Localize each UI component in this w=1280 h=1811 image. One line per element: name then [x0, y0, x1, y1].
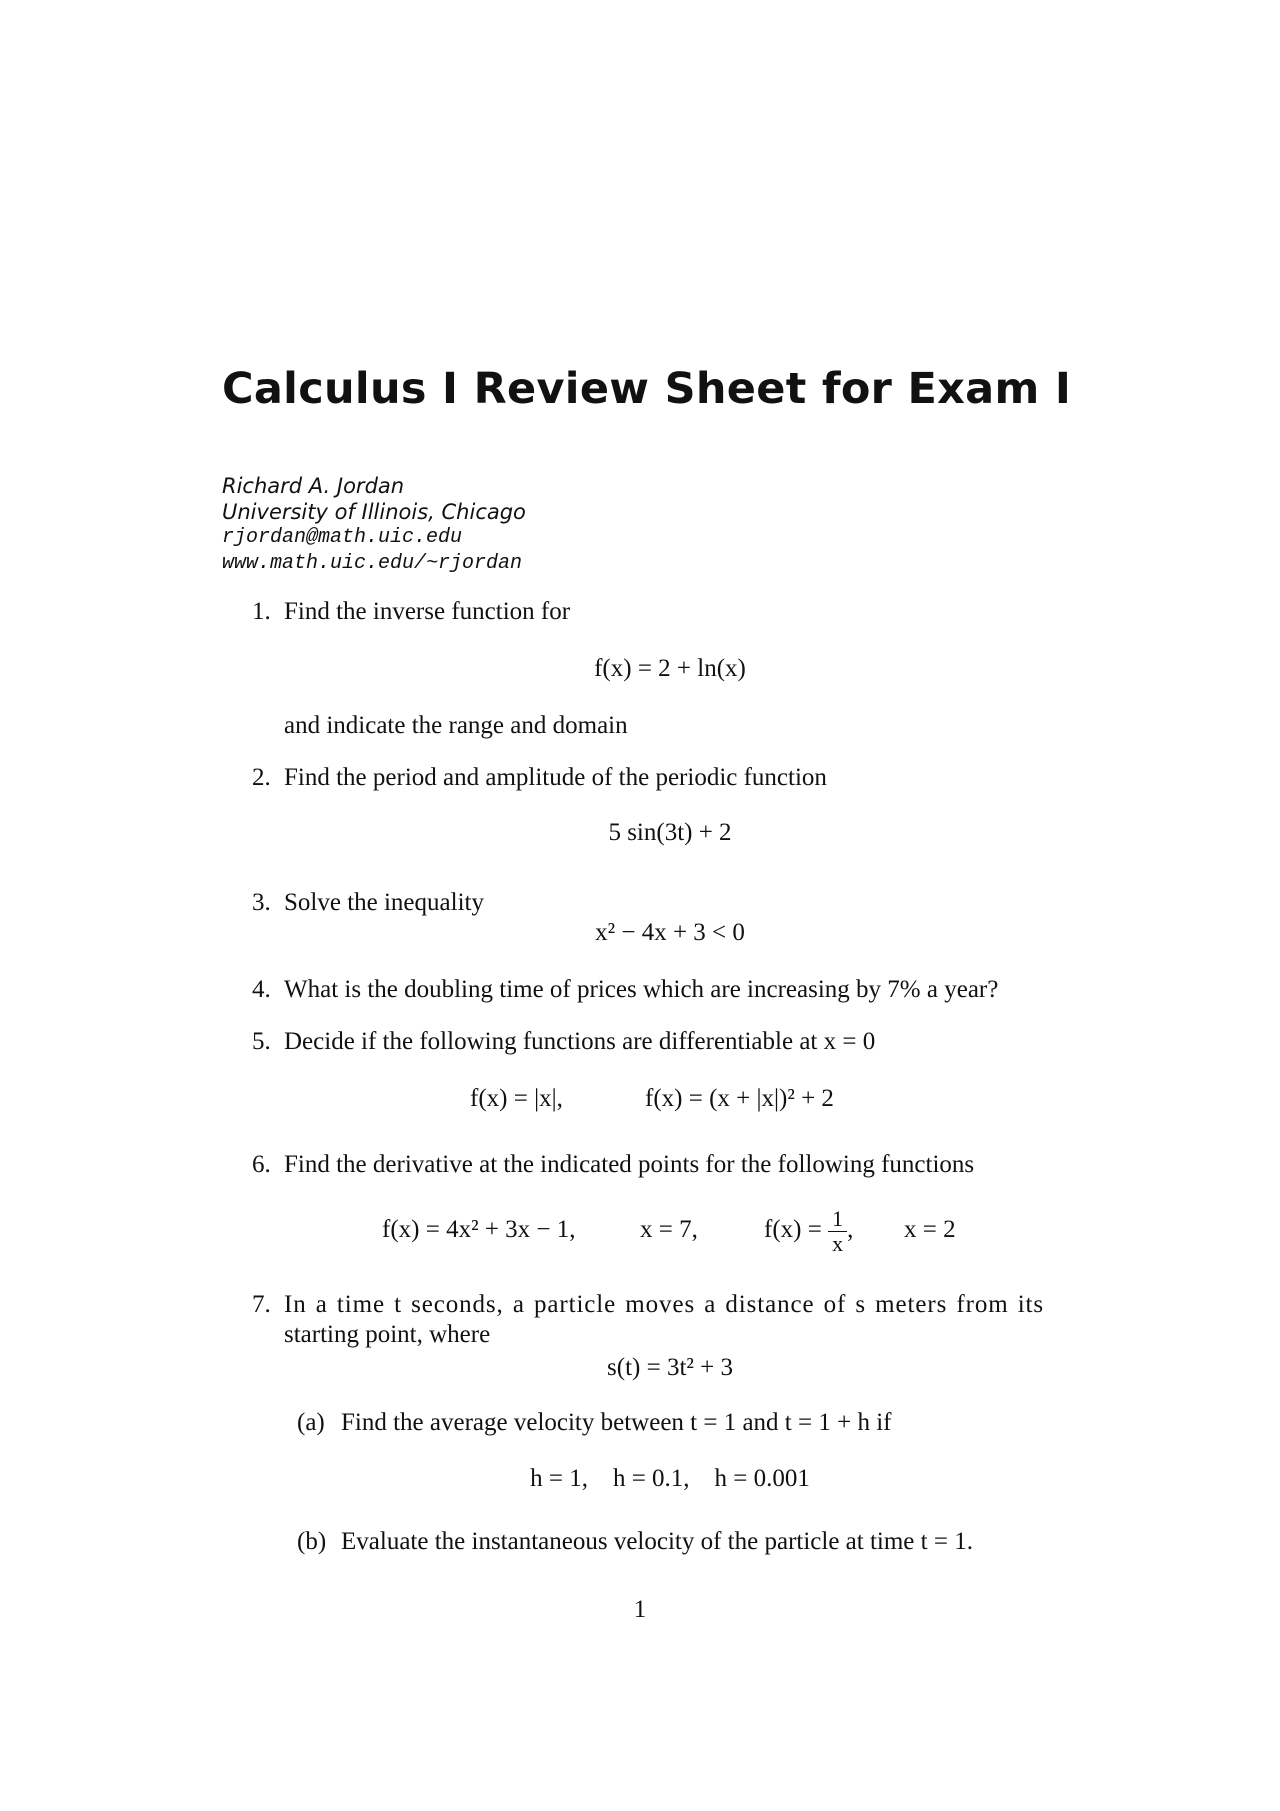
problem-number: 1.: [252, 598, 271, 625]
problem-1-after: and indicate the range and domain: [284, 712, 628, 739]
fraction: [828, 1207, 847, 1256]
page-number: 1: [633, 1596, 647, 1623]
author-email: rjordan@math.uic.edu: [222, 526, 463, 549]
equation-6a: f(x) = 4x² + 3x − 1,: [382, 1216, 576, 1243]
problem-number: 4.: [252, 976, 271, 1003]
problem-7: [252, 1290, 1044, 1320]
equation-6b-comma: ,: [847, 1216, 854, 1243]
subpart-text: Find the average velocity between t = 1 and t = 1 + h if: [341, 1409, 892, 1436]
problem-7b: [297, 1527, 973, 1557]
problem-5: [252, 1027, 875, 1057]
author-website: www.math.uic.edu/~rjordan: [222, 552, 523, 575]
problem-7a: [297, 1408, 891, 1438]
problem-text: In a time t seconds, a particle moves a distance of s meters from its: [284, 1291, 1045, 1318]
author-name: Richard A. Jordan: [222, 474, 405, 498]
problem-text: Find the period and amplitude of the periodic function: [284, 764, 827, 791]
problem-text: Solve the inequality: [284, 889, 484, 916]
equation-2: 5 sin(3t) + 2: [608, 819, 732, 846]
equation-6b-lhs: f(x) =: [764, 1216, 822, 1243]
point-6b: x = 2: [904, 1216, 956, 1243]
problem-6: [252, 1150, 974, 1180]
page-title: Calculus I Review Sheet for Exam I: [222, 364, 1072, 414]
equation-5b: f(x) = (x + |x|)² + 2: [645, 1085, 834, 1112]
equation-5a: f(x) = |x|,: [470, 1085, 563, 1112]
subpart-text: Evaluate the instantaneous velocity of the particle at time t = 1.: [341, 1528, 973, 1555]
subpart-label: (b): [297, 1528, 327, 1555]
equation-1: f(x) = 2 + ln(x): [594, 655, 746, 682]
equation-7: s(t) = 3t² + 3: [607, 1354, 733, 1381]
problem-text: Decide if the following functions are differentiable at x = 0: [284, 1028, 876, 1055]
problem-1: [252, 597, 570, 627]
problem-4: [252, 975, 998, 1005]
problem-text: Find the inverse function for: [284, 598, 571, 625]
problem-number: 3.: [252, 889, 271, 916]
point-6a: x = 7,: [640, 1216, 698, 1243]
problem-number: 2.: [252, 764, 271, 791]
problem-2: [252, 763, 827, 793]
problem-3: [252, 888, 484, 918]
problem-7-continued: starting point, where: [284, 1321, 491, 1348]
problem-text: What is the doubling time of prices which are increasing by 7% a year?: [284, 976, 999, 1003]
fraction-numerator: 1: [828, 1207, 847, 1232]
problem-number: 7.: [252, 1291, 271, 1318]
equation-3: x² − 4x + 3 < 0: [595, 919, 745, 946]
equation-7a: h = 1, h = 0.1, h = 0.001: [530, 1465, 810, 1492]
equation-6b: [764, 1200, 853, 1260]
problem-number: 5.: [252, 1028, 271, 1055]
subpart-label: (a): [297, 1409, 325, 1436]
problem-text: Find the derivative at the indicated points for the following functions: [284, 1151, 975, 1178]
fraction-denominator: x: [832, 1230, 844, 1256]
author-affiliation: University of Illinois, Chicago: [222, 500, 526, 524]
author-block: [222, 473, 526, 577]
problem-number: 6.: [252, 1151, 271, 1178]
